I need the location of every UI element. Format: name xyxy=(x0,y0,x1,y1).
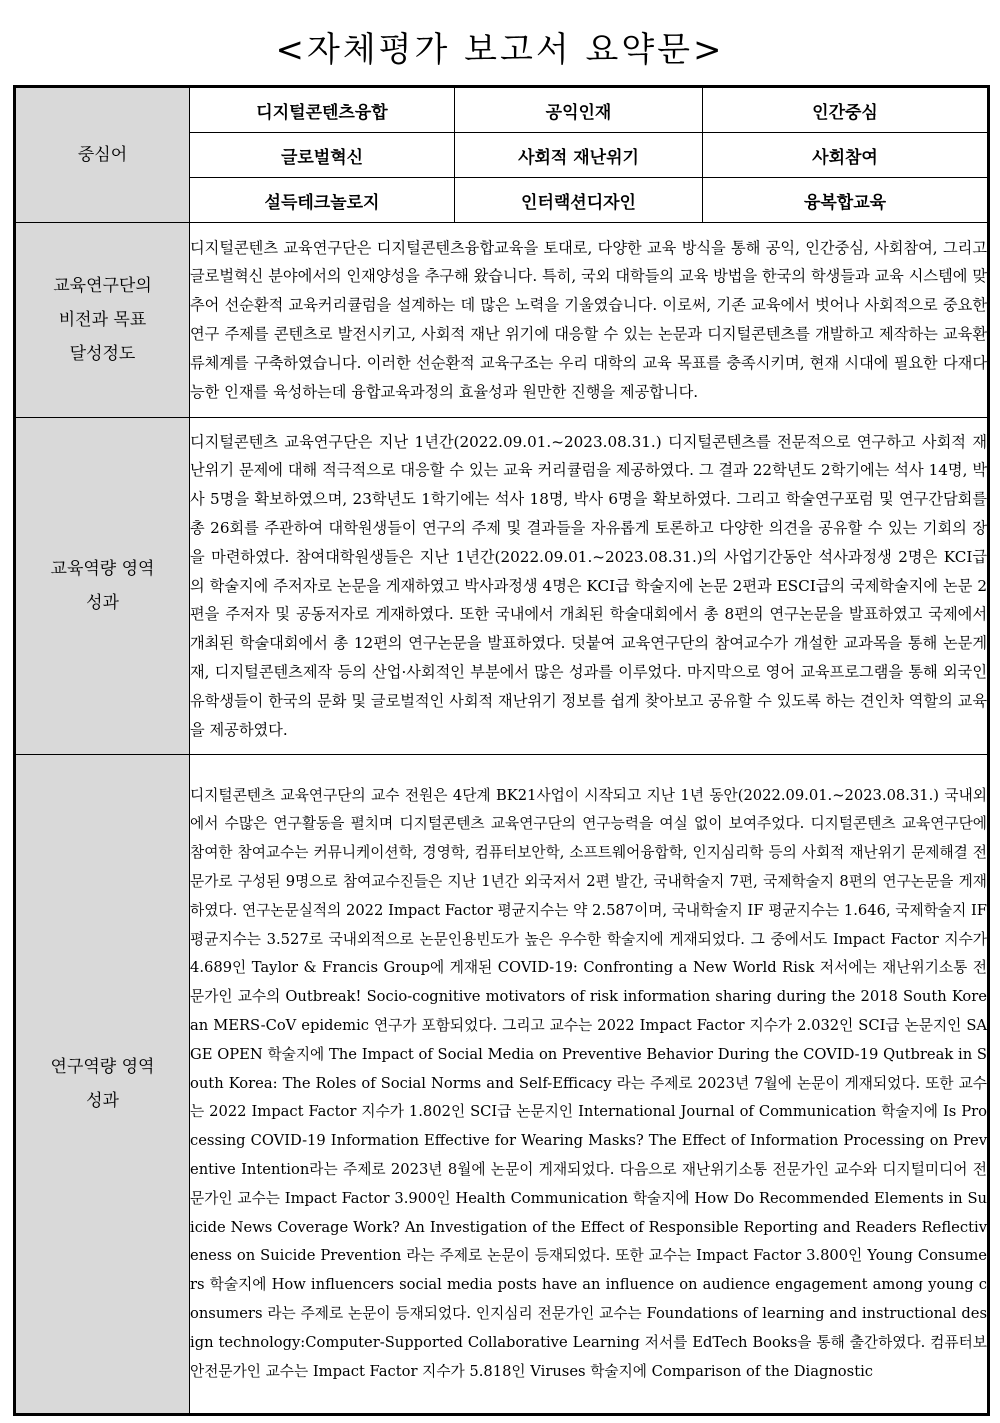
page-title: <자체평가 보고서 요약문> xyxy=(275,30,725,70)
vision-text: 디지털콘텐츠 교육연구단은 디지털콘텐츠융합교육을 토대로, 다양한 교육 방식을 통해 공익, 인간중심, 사회참여, 그리고 글로벌혁신 분야에서의 인재양성을 추구해 왔습니다. 특히, 국외 대학들의 교육 방법을 한국의 학생들과 교육 시스템에 맞추어 선순환적 교육커리큘럼을 설계하는 데 많은 노력을 기울였습니다. 이로써, 기존 교육에서 벗어나 사회적으로 중요한 연구 주제를 콘텐츠로 발전시키고, 사회적 재난 위기에 대응할 수 있는 논문과 디지털콘텐츠를 개발하고 제작하는 교육환류체계를 구축하였습니다. 이러한 선순환적 교육구조는 우리 대학의 교육 목표를 충족시키며, 현재 시대에 필요한 다재다능한 인재를 육성하는데 융합교육과정의 효율성과 원만한 진행을 제공합니다. xyxy=(190,238,987,401)
education-body-cell xyxy=(190,418,989,755)
vision-label-line: 달성정도 xyxy=(69,344,136,364)
keyword-cell: 디지털콘텐츠융합 xyxy=(190,87,455,133)
education-text: 디지털콘텐츠 교육연구단은 지난 1년간(2022.09.01.~2023.08.31.) 디지털콘텐츠를 전문적으로 연구하고 사회적 재난위기 문제에 대해 적극적으로 대응할 수 있는 교육 커리큘럼을 제공하였다. 그 결과 22학년도 2학기에는 석사 14명, 박사 5명을 확보하였으며, 23학년도 1학기에는 석사 18명, 박사 6명을 확보하였다. 그리고 학술연구포럼 및 연구간담회를 총 26회를 주관하여 대학원생들이 연구의 주제 및 결과들을 자유롭게 토론하고 다양한 의견을 공유할 수 있는 기회의 장을 마련하였다. 참여대학원생들은 지난 1년간(2022.09.01.~2023.08.31.)의 사업기간동안 석사과정생 2명은 KCI급의 학술지에 주저자로 논문을 게재하였고 박사과정생 4명은 KCI급 학술지에 논문 2편과 ESCI급의 국제학술지에 논문 2편을 주저자 및 공동저자로 게재하였다. 또한 국내에서 개최된 학술대회에서 총 8편의 연구논문을 발표하였고 국제에서 개최된 학술대회에서 총 12편의 연구논문을 발표하였다. 덧붙여 교육연구단의 참여교수가 개설한 교과목을 통해 논문게재, 디지털콘텐츠제작 등의 산업·사회적인 부분에서 많은 성과를 이루었다. 마지막으로 영어 교육프로그램을 통해 외국인 유학생들이 한국의 문화 및 글로벌적인 사회적 재난위기 정보를 쉽게 찾아보고 공유할 수 있도록 하는 견인차 역할의 교육을 제공하였다. xyxy=(190,432,987,739)
vision-label-line: 비전과 목표 xyxy=(58,310,147,330)
research-label-line: 성과 xyxy=(86,1091,119,1111)
keyword-cell: 설득테크놀로지 xyxy=(190,178,455,223)
keyword-cell: 글로벌혁신 xyxy=(190,133,455,178)
research-text: 디지털콘텐츠 교육연구단의 교수 전원은 4단계 BK21사업이 시작되고 지난 1년 동안(2022.09.01.~2023.08.31.) 국내외에서 수많은 연구활동을 펼치며 디지털콘텐츠 교육연구단의 연구능력을 여실 없이 보여주었다. 디지털콘텐츠 교육연구단에 참여한 참여교수는 커뮤니케이션학, 경영학, 컴퓨터보안학, 소프트웨어융합학, 인지심리학 등의 사회적 재난위기 문제해결 전문가로 구성된 9명으로 참여교수진들은 지난 1년간 외국저서 2편 발간, 국내학술지 7편, 국제학술지 8편의 연구논문을 게재하였다. 연구논문실적의 2022 Impact Factor 평균지수는 약 2.587이며, 국내학술지 IF 평균지수는 1.646, 국제학술지 IF 평균지수는 3.527로 국내외적으로 논문인용빈도가 높은 우수한 학술지에 게재되었다. 그 중에서도 Impact Factor 지수가 4.689인 Taylor & Francis Group에 게재된 COVID-19: Confronting a New World Risk 저서에는 재난위기소통 전문가인 교수의 Outbreak! Socio-cognitive motivators of risk information sharing during the 2018 South Korean MERS-CoV epidemic 연구가 포함되었다. 그리고 교수는 2022 Impact Factor 지수가 2.032인 SCI급 논문지인 SAGE OPEN 학술지에 The Impact of Social Media on Preventive Behavior During the COVID-19 Qutbreak in South Korea: The Roles of Social Norms and Self-Efficacy 라는 주제로 2023년 7월에 논문이 게재되었다. 또한 교수는 2022 Impact Factor 지수가 1.802인 SCI급 논문지인 International Journal of Communication 학술지에 Is Processing COVID-19 Information Effective for Wearing Masks? The Effect of Information Processing on Preventive Intention라는 주제로 2023년 8월에 논문이 게재되었다. 다음으로 재난위기소통 전문가인 교수와 디지털미디어 전문가인 교수는 Impact Factor 3.900인 Health Communication 학술지에 How Do Recommended Elements in Suicide News Coverage Work? An Investigation of the Effect of Responsible Reporting and Readers Reflectiveness on Suicide Prevention 라는 주제로 논문이 등재되었다. 또한 교수는 Impact Factor 3.800인 Young Consumers 학술지에 How influencers social media posts have an influence on audience engagement among young consumers 라는 주제로 논문이 등재되었다. 인지심리 전문가인 교수는 Foundations of learning and instructional design technology:Computer-Supported Collaborative Learning 저서를 EdTech Books을 통해 출간하였다. 컴퓨터보안전문가인 교수는 Impact Factor 지수가 5.818인 Viruses 학술지에 Comparison of the Diagnostic xyxy=(190,786,987,1380)
research-body-cell xyxy=(190,755,989,1415)
vision-label xyxy=(15,223,190,418)
education-label-line: 교육역량 영역 xyxy=(50,559,155,579)
vision-label-line: 교육연구단의 xyxy=(53,276,152,296)
keywords-label: 중심어 xyxy=(15,87,190,223)
keyword-cell: 공익인재 xyxy=(455,87,703,133)
keyword-cell: 인간중심 xyxy=(703,87,989,133)
education-label-line: 성과 xyxy=(86,593,119,613)
keyword-cell: 사회참여 xyxy=(703,133,989,178)
research-label xyxy=(15,755,190,1415)
keyword-cell: 인터랙션디자인 xyxy=(455,178,703,223)
research-label-line: 연구역량 영역 xyxy=(50,1057,155,1077)
keyword-cell: 융복합교육 xyxy=(703,178,989,223)
education-label xyxy=(15,418,190,755)
summary-table xyxy=(13,85,990,1416)
vision-body-cell xyxy=(190,223,989,418)
keyword-cell: 사회적 재난위기 xyxy=(455,133,703,178)
